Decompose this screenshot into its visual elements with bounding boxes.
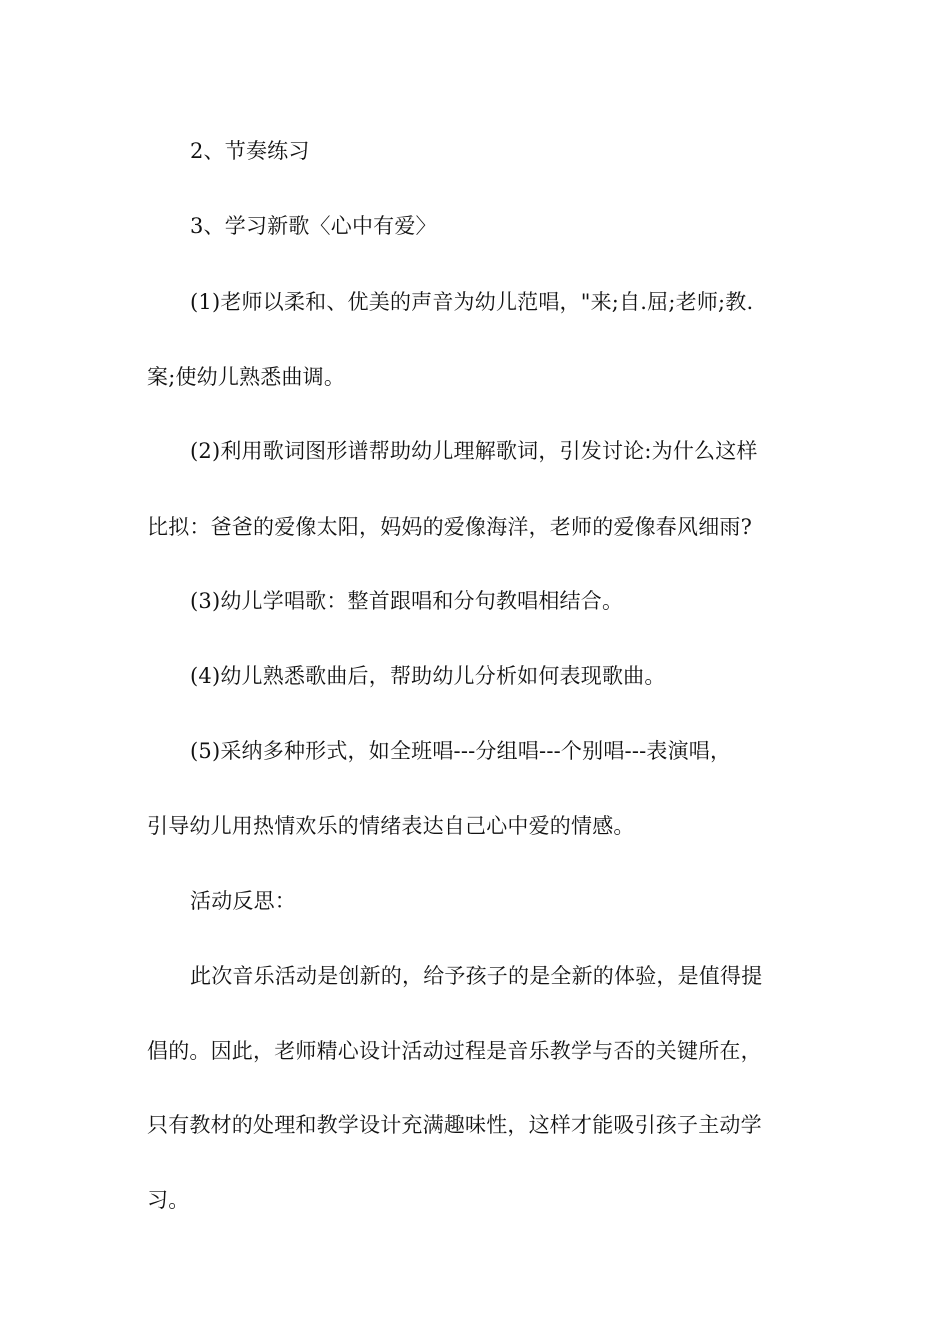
text-line-reflection-1: 此次音乐活动是创新的，给予孩子的是全新的体验，是值得提 <box>190 964 763 988</box>
text-line-section-2: 2、节奏练习 <box>190 139 310 163</box>
text-line-step-2-cont: 比拟：爸爸的爱像太阳，妈妈的爱像海洋，老师的爱像春风细雨? <box>147 515 753 539</box>
text-line-step-3: (3)幼儿学唱歌：整首跟唱和分句教唱相结合。 <box>190 589 624 613</box>
text-line-reflection-4: 习。 <box>147 1188 190 1212</box>
text-line-section-3: 3、学习新歌〈心中有爱〉 <box>190 214 437 238</box>
text-line-step-1-cont: 案;使幼儿熟悉曲调。 <box>147 365 346 389</box>
section-heading-reflection: 活动反思： <box>190 889 296 913</box>
text-line-reflection-3: 只有教材的处理和教学设计充满趣味性，这样才能吸引孩子主动学 <box>147 1113 762 1137</box>
text-line-step-4: (4)幼儿熟悉歌曲后，帮助幼儿分析如何表现歌曲。 <box>190 664 666 688</box>
text-line-step-5-cont: 引导幼儿用热情欢乐的情绪表达自己心中爱的情感。 <box>147 814 635 838</box>
text-line-step-1: (1)老师以柔和、优美的声音为幼儿范唱，"来;自.屈;老师;教. <box>190 290 754 314</box>
text-line-step-5: (5)采纳多种形式，如全班唱---分组唱---个别唱---表演唱， <box>190 739 732 763</box>
text-line-step-2: (2)利用歌词图形谱帮助幼儿理解歌词，引发讨论:为什么这样 <box>190 439 758 463</box>
text-line-reflection-2: 倡的。因此，老师精心设计活动过程是音乐教学与否的关键所在， <box>147 1039 762 1063</box>
